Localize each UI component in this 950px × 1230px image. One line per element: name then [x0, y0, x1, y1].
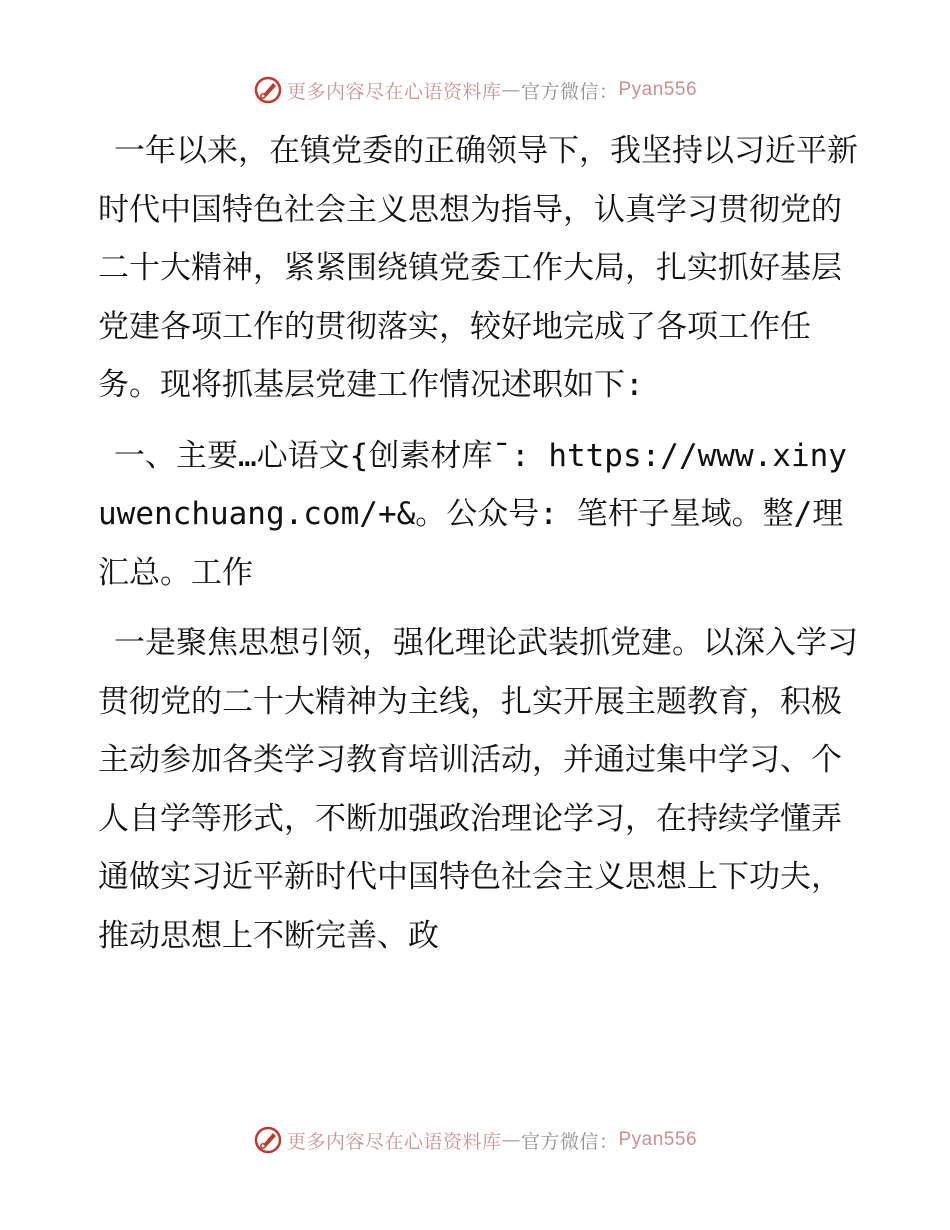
paragraph-section-heading: 一、主要…心语文{创素材库¯: https://www.xinyuwenchuang.com/+&。公众号: 笔杆子星域。整/理汇总。工作	[98, 437, 847, 591]
banner-wechat-label: 官方微信：	[520, 1130, 619, 1153]
paragraph-intro: 一年以来，在镇党委的正确领导下，我坚持以习近平新时代中国特色社会主义思想为指导，认真学习贯彻党的二十大精神，紧紧围绕镇党委工作大局，扎实抓好基层党建各项工作的贯彻落实，较好地完成了各项工作任务。现将抓基层党建工作情况述职如下:	[98, 133, 858, 403]
banner-main-text: 更多内容尽在心语资料库	[286, 1130, 502, 1153]
document-body	[98, 122, 858, 977]
banner-wechat-label: 官方微信：	[520, 80, 619, 103]
brand-logo-icon	[253, 75, 283, 105]
paragraph-point-one: 一是聚焦思想引领，强化理论武装抓党建。以深入学习贯彻党的二十大精神为主线，扎实开展主题教育，积极主动参加各类学习教育培训活动，并通过集中学习、个人自学等形式，不断加强政治理论学习，在持续学懂弄通做实习近平新时代中国特色社会主义思想上下功夫，推动思想上不断完善、政	[98, 625, 858, 954]
banner-dash: —	[501, 1129, 521, 1151]
brand-logo-icon	[253, 1125, 283, 1155]
banner-wechat-id: Pyan556	[618, 1129, 698, 1150]
footer-banner	[0, 1120, 950, 1160]
banner-wechat-id: Pyan556	[618, 79, 698, 100]
banner-main-text: 更多内容尽在心语资料库	[286, 80, 502, 103]
banner-dash: —	[501, 79, 521, 101]
header-banner	[0, 70, 950, 110]
